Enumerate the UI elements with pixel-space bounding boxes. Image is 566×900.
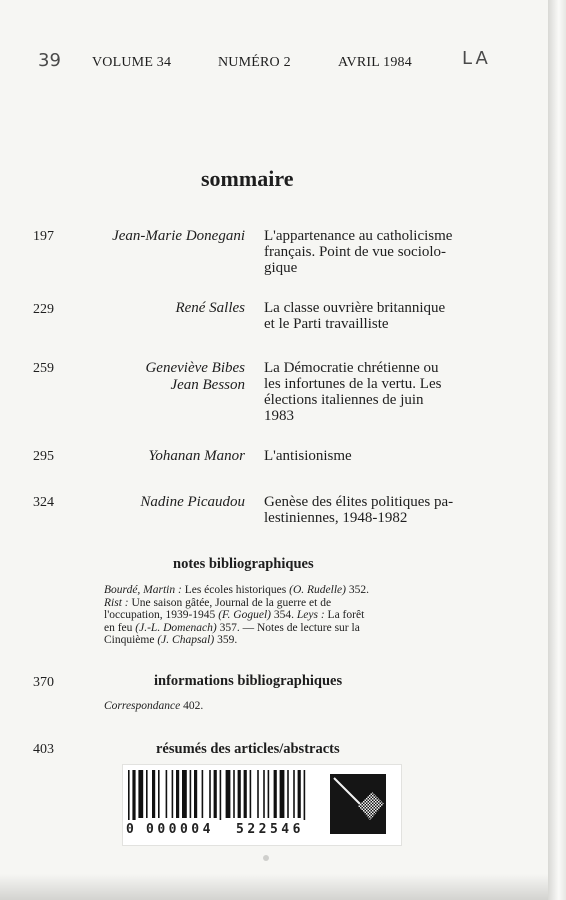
article-author: René Salles xyxy=(175,300,245,316)
page-bottom-shadow xyxy=(0,874,548,900)
article-author: Geneviève Bibes Jean Besson xyxy=(145,360,245,393)
article-page-number: 295 xyxy=(33,449,54,464)
barcode xyxy=(128,770,328,820)
barcode-bar xyxy=(274,770,277,818)
barcode-bar xyxy=(138,770,143,818)
barcode-bar xyxy=(182,770,187,818)
article-page-number: 324 xyxy=(33,495,54,510)
barcode-bar xyxy=(172,770,174,818)
page-mark xyxy=(263,855,269,861)
article-title: L'appartenance au catholicisme français. Point de vue sociolo- gique xyxy=(264,228,453,276)
barcode-bar xyxy=(287,770,289,818)
article-title: Genèse des élites politiques pa- lestiniennes, 1948-1982 xyxy=(264,494,454,526)
article-author: Jean-Marie Donegani xyxy=(112,228,245,244)
barcode-bar xyxy=(220,770,222,820)
barcode-bar xyxy=(250,770,252,818)
barcode-bar xyxy=(128,770,130,820)
barcode-bar xyxy=(304,770,306,820)
barcode-bar xyxy=(257,770,259,818)
notes-body: Bourdé, Martin : Les écoles historiques (O. Rudelle) 352. Rist : Une saison gâtée, Journal de la guerre et de l'occupation, 1939-1945 (F. Goguel) 354. Leys : La forêt en feu (J.-L. Domenach) 357. — Notes de lecture sur la Cinquième (J. Chapsal) 359. xyxy=(104,584,369,646)
barcode-bar xyxy=(298,770,301,818)
publisher-logo xyxy=(330,774,386,834)
informations-page-number: 370 xyxy=(33,675,54,690)
barcode-bar xyxy=(176,770,179,818)
barcode-bar xyxy=(268,770,270,818)
barcode-bar xyxy=(202,770,204,818)
header-date: AVRIL 1984 xyxy=(338,55,412,70)
barcode-bar xyxy=(233,770,235,818)
header-number: NUMÉRO 2 xyxy=(218,55,291,70)
article-title: La classe ouvrière britannique et le Parti travailliste xyxy=(264,300,446,332)
barcode-bar xyxy=(146,770,148,818)
article-author: Yohanan Manor xyxy=(148,448,245,464)
barcode-bar xyxy=(158,770,160,818)
barcode-bar xyxy=(293,770,295,818)
article-page-number: 197 xyxy=(33,229,54,244)
notes-heading: notes bibliographiques xyxy=(173,556,314,572)
informations-body: Correspondance 402. xyxy=(104,700,204,712)
page-edge xyxy=(548,0,566,900)
article-page-number: 259 xyxy=(33,361,54,376)
resumes-page-number: 403 xyxy=(33,742,54,757)
barcode-bar xyxy=(166,770,168,818)
barcode-first-digit: 0 xyxy=(126,822,134,837)
article-author: Nadine Picaudou xyxy=(140,494,245,510)
barcode-bar xyxy=(194,770,197,818)
barcode-digits-left: 000004 xyxy=(146,822,214,837)
barcode-digits-right: 522546 xyxy=(236,822,304,837)
article-page-number: 229 xyxy=(33,302,54,317)
resumes-heading: résumés des articles/abstracts xyxy=(156,741,340,757)
barcode-bar xyxy=(226,770,231,818)
logo-graphic xyxy=(330,774,386,834)
informations-heading: informations bibliographiques xyxy=(154,673,343,689)
barcode-bar xyxy=(238,770,241,818)
barcode-bar xyxy=(214,770,217,818)
barcode-bar xyxy=(244,770,247,818)
article-title: L'antisionisme xyxy=(264,448,352,464)
header-volume: VOLUME 34 xyxy=(92,55,172,70)
barcode-bar xyxy=(132,770,135,820)
barcode-bar xyxy=(280,770,285,818)
barcode-bar xyxy=(190,770,192,818)
barcode-bar xyxy=(263,770,265,818)
barcode-bar xyxy=(209,770,211,818)
handwritten-number: 39 xyxy=(38,50,61,71)
article-title: La Démocratie chrétienne ou les infortunes de la vertu. Les élections italiennes de juin 1983 xyxy=(264,360,442,424)
handwritten-initials: LA xyxy=(462,48,491,69)
page-title: sommaire xyxy=(201,166,294,191)
barcode-bar xyxy=(152,770,155,818)
